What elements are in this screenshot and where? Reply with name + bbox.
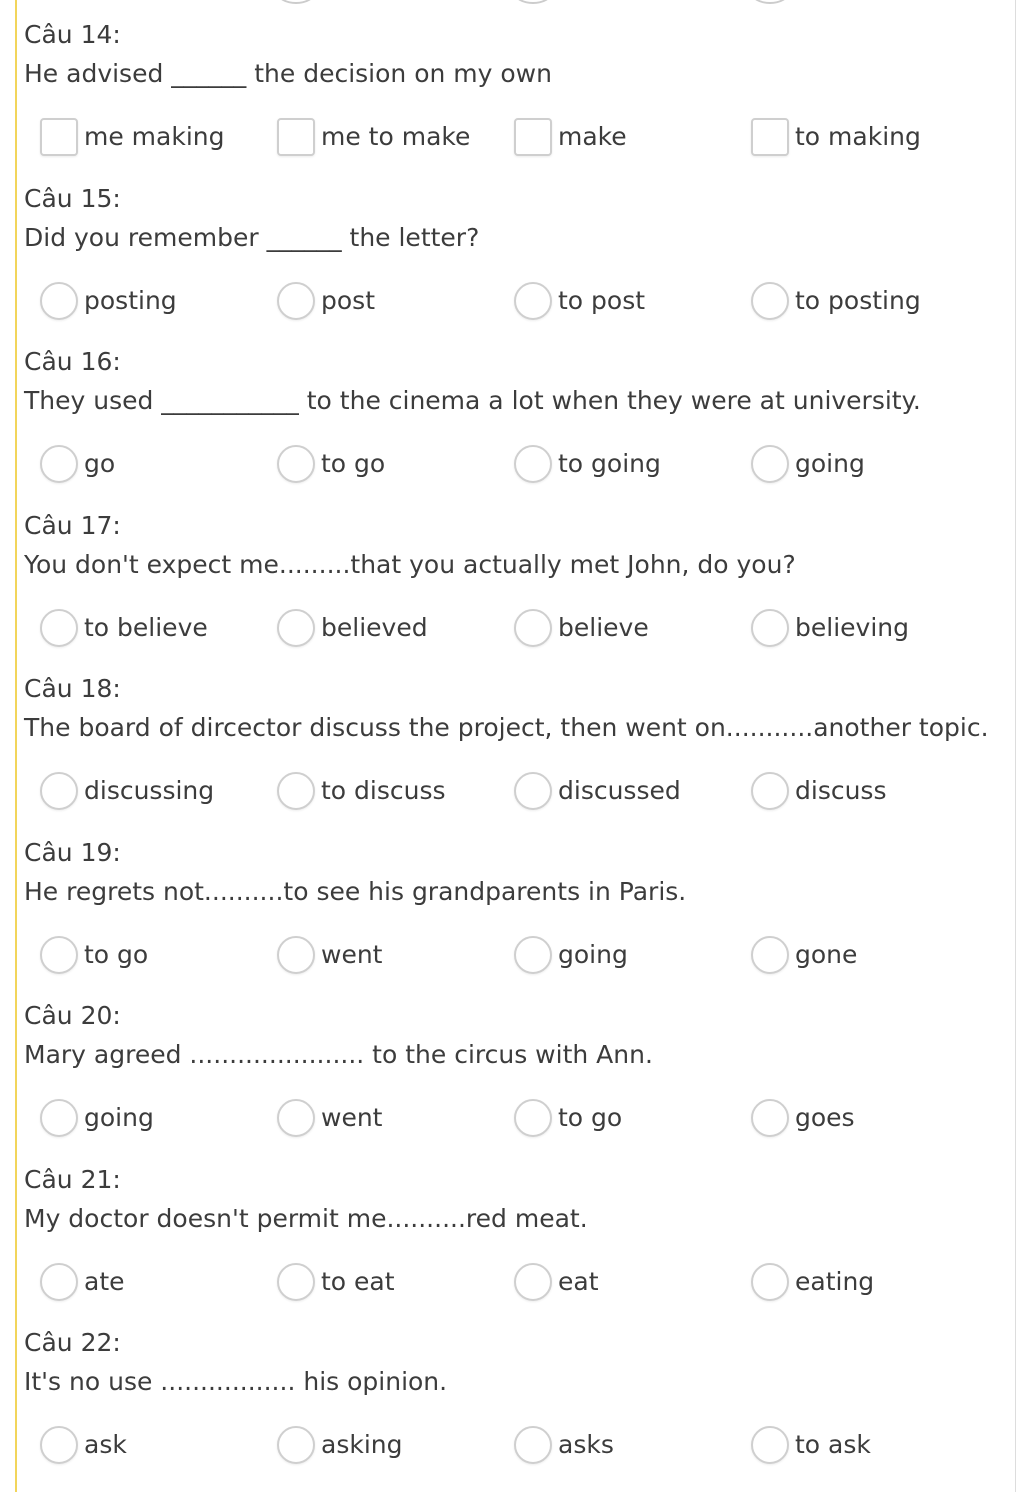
radio-icon[interactable] <box>514 1099 552 1137</box>
question-block <box>24 327 1004 490</box>
checkbox-icon[interactable] <box>514 118 552 156</box>
answer-option-label: go <box>84 449 116 478</box>
radio-icon[interactable] <box>40 1263 78 1301</box>
answer-options <box>24 111 1004 163</box>
right-edge-divider <box>1015 0 1016 1492</box>
answer-option[interactable] <box>40 929 148 981</box>
answer-options <box>24 275 1004 327</box>
answer-option[interactable] <box>514 275 645 327</box>
answer-option-label: to posting <box>795 285 921 315</box>
answer-option-label: discuss <box>795 776 887 805</box>
answer-option-label: post <box>321 285 375 315</box>
radio-icon[interactable] <box>751 609 789 647</box>
question-block <box>24 1145 1004 1308</box>
radio-icon[interactable] <box>40 1426 78 1464</box>
answer-option[interactable] <box>514 111 627 163</box>
radio-icon[interactable] <box>751 282 789 320</box>
radio-icon[interactable] <box>40 282 78 320</box>
question-number: Câu 17: <box>24 510 121 540</box>
answer-options <box>24 438 1004 490</box>
radio-icon[interactable] <box>40 609 78 647</box>
answer-options <box>24 1092 1004 1144</box>
radio-icon[interactable] <box>277 282 315 320</box>
answer-option-label: believe <box>558 612 649 642</box>
answer-option[interactable] <box>514 602 649 654</box>
checkbox-icon[interactable] <box>751 118 789 156</box>
answer-option-label: eat <box>558 1266 599 1296</box>
radio-icon[interactable] <box>751 772 789 810</box>
answer-option[interactable] <box>514 765 681 817</box>
answer-option-label: to go <box>558 1103 623 1132</box>
answer-option-label: ate <box>84 1266 125 1296</box>
answer-option-label: went <box>321 1103 383 1132</box>
answer-option-label: goes <box>795 1103 855 1132</box>
radio-icon[interactable] <box>277 772 315 810</box>
answer-option-label: to discuss <box>321 776 446 805</box>
answer-option[interactable] <box>751 602 909 654</box>
answer-option-label: posting <box>84 285 177 315</box>
answer-option-label: going <box>795 449 865 478</box>
answer-option[interactable] <box>514 1419 614 1471</box>
radio-icon[interactable] <box>40 772 78 810</box>
answer-option-label: going <box>84 1103 154 1132</box>
question-block <box>24 491 1004 654</box>
radio-icon[interactable] <box>514 282 552 320</box>
checkbox-icon[interactable] <box>40 118 78 156</box>
question-number: Câu 21: <box>24 1164 121 1194</box>
answer-options <box>24 929 1004 981</box>
answer-option[interactable] <box>751 929 857 981</box>
answer-option[interactable] <box>751 1092 855 1144</box>
checkbox-icon[interactable] <box>277 118 315 156</box>
radio-icon[interactable] <box>40 445 78 483</box>
answer-option-label: asking <box>321 1430 403 1459</box>
answer-option-label: to going <box>558 449 661 478</box>
answer-option[interactable] <box>40 111 225 163</box>
answer-option-label: going <box>558 939 628 969</box>
answer-option[interactable] <box>277 111 470 163</box>
answer-option-label: believing <box>795 612 909 642</box>
answer-option-label: gone <box>795 939 858 969</box>
radio-icon[interactable] <box>514 772 552 810</box>
answer-option-label: to making <box>795 122 921 151</box>
answer-option[interactable] <box>277 602 428 654</box>
question-number: Câu 16: <box>24 347 121 376</box>
question-number: Câu 19: <box>24 837 121 867</box>
answer-option[interactable] <box>751 1419 871 1471</box>
radio-icon[interactable] <box>40 936 78 974</box>
answer-option-label: to ask <box>795 1430 871 1459</box>
answer-option[interactable] <box>40 438 115 490</box>
answer-option[interactable] <box>514 1256 599 1308</box>
question-text: The board of dircector discuss the project, then went on...........another topic. <box>24 713 989 742</box>
answer-option[interactable] <box>277 1419 402 1471</box>
accent-bar <box>15 0 17 1492</box>
question-number: Câu 15: <box>24 183 121 213</box>
question-block <box>24 654 1004 817</box>
radio-icon[interactable] <box>514 1263 552 1301</box>
answer-option-label: ask <box>84 1430 127 1459</box>
question-number: Câu 14: <box>24 20 121 49</box>
radio-icon[interactable] <box>514 936 552 974</box>
answer-option[interactable] <box>40 275 177 327</box>
answer-option[interactable] <box>514 929 628 981</box>
answer-option-label: believed <box>321 612 428 642</box>
radio-icon[interactable] <box>514 609 552 647</box>
answer-options <box>24 602 1004 654</box>
answer-option[interactable] <box>277 1092 382 1144</box>
answer-option[interactable] <box>751 438 865 490</box>
radio-icon[interactable] <box>751 1426 789 1464</box>
answer-option[interactable] <box>277 438 385 490</box>
answer-options <box>24 1256 1004 1308</box>
answer-option[interactable] <box>751 765 886 817</box>
radio-icon[interactable] <box>277 609 315 647</box>
radio-icon[interactable] <box>751 1099 789 1137</box>
answer-option-label: to go <box>321 449 386 478</box>
question-number: Câu 20: <box>24 1001 121 1030</box>
answer-option[interactable] <box>751 111 921 163</box>
answer-option[interactable] <box>40 1092 154 1144</box>
radio-icon[interactable] <box>277 1263 315 1301</box>
answer-option-label: to eat <box>321 1266 395 1296</box>
answer-option-label: asks <box>558 1430 614 1459</box>
question-text: Did you remember ______ the letter? <box>24 222 480 252</box>
question-text: He advised ______ the decision on my own <box>24 59 552 88</box>
answer-option-label: went <box>321 939 383 969</box>
question-text: It's no use ................. his opinion. <box>24 1367 448 1396</box>
question-text: You don't expect me.........that you actually met John, do you? <box>24 549 796 579</box>
answer-option[interactable] <box>277 275 375 327</box>
answer-option-label: make <box>558 122 627 151</box>
question-text: Mary agreed ...................... to the circus with Ann. <box>24 1040 653 1069</box>
answer-option[interactable] <box>751 275 921 327</box>
answer-option-label: to go <box>84 939 149 969</box>
answer-option-label: to believe <box>84 612 208 642</box>
radio-icon[interactable] <box>277 1426 315 1464</box>
radio-icon[interactable] <box>514 445 552 483</box>
question-number: Câu 22: <box>24 1328 121 1357</box>
answer-option-label: eating <box>795 1266 875 1296</box>
answer-option[interactable] <box>277 765 446 817</box>
answer-option[interactable] <box>40 602 208 654</box>
question-number: Câu 18: <box>24 674 121 703</box>
radio-icon[interactable] <box>514 1426 552 1464</box>
question-block <box>24 981 1004 1144</box>
answer-option[interactable] <box>277 929 382 981</box>
question-text: They used ___________ to the cinema a lot when they were at university. <box>24 386 921 415</box>
question-text: He regrets not..........to see his grandparents in Paris. <box>24 876 687 906</box>
radio-icon[interactable] <box>277 445 315 483</box>
answer-option-label: me making <box>84 122 225 151</box>
question-block <box>24 164 1004 327</box>
answer-option[interactable] <box>514 438 661 490</box>
question-block <box>24 818 1004 981</box>
answer-options <box>24 1419 1004 1471</box>
question-block <box>24 1308 1004 1471</box>
answer-option[interactable] <box>40 1256 125 1308</box>
answer-option[interactable] <box>40 765 214 817</box>
answer-option-label: discussed <box>558 776 681 805</box>
radio-icon[interactable] <box>751 445 789 483</box>
answer-option-label: discussing <box>84 776 215 805</box>
radio-icon[interactable] <box>277 1099 315 1137</box>
question-block <box>24 0 1004 163</box>
answer-option[interactable] <box>277 1256 395 1308</box>
answer-option[interactable] <box>40 1419 127 1471</box>
answer-option-label: me to make <box>321 122 471 151</box>
answer-option-label: to post <box>558 285 646 315</box>
answer-option[interactable] <box>751 1256 874 1308</box>
radio-icon[interactable] <box>277 936 315 974</box>
answer-options <box>24 765 1004 817</box>
question-text: My doctor doesn't permit me..........red meat. <box>24 1203 588 1233</box>
radio-icon[interactable] <box>751 1263 789 1301</box>
radio-icon[interactable] <box>40 1099 78 1137</box>
radio-icon[interactable] <box>751 936 789 974</box>
answer-option[interactable] <box>514 1092 622 1144</box>
